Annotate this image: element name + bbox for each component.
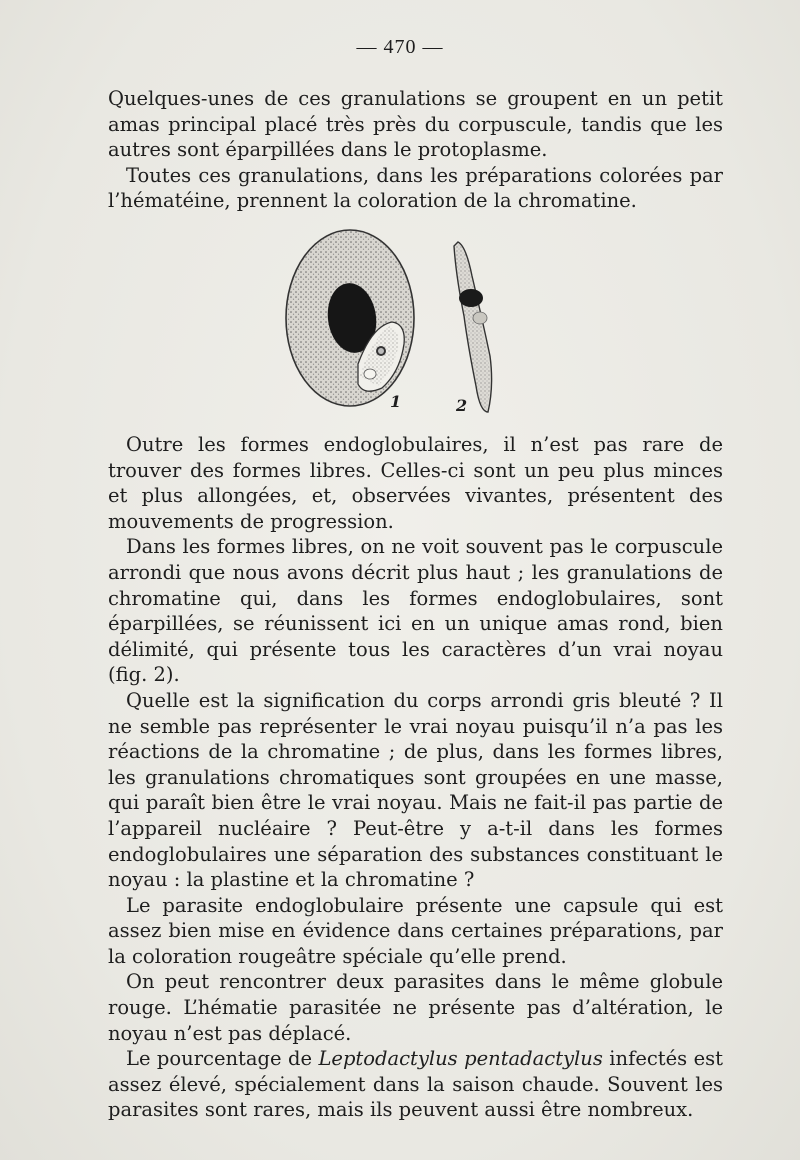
paragraph-6-text: Le parasite endoglobulaire présente une capsule qui est assez bien mise en évidence dans certaines préparations, par la coloration rougeâtre spéciale qu’elle prend.: [108, 893, 723, 968]
paragraph-1: [108, 86, 723, 163]
figure-label-1: 1: [390, 392, 402, 411]
species-name: Leptodactylus pentadactylus: [318, 1047, 603, 1071]
paragraph-5: [108, 688, 723, 893]
paragraph-2-text: Toutes ces granulations, dans les préparations colorées par l’hématéine, prennent la coloration de la chromatine.: [108, 163, 723, 213]
paragraph-3-text: Outre les formes endoglobulaires, il n’est pas rare de trouver des formes libres. Celles-ci sont un peu plus minces et plus allongées, et, observées vivantes, présentent des mouvements de progression.: [108, 433, 723, 533]
paragraph-4: [108, 534, 723, 688]
paragraph-7: [108, 969, 723, 1046]
paragraph-8: [108, 1046, 723, 1123]
paragraph-5-text: Quelle est la signification du corps arrondi gris bleuté ? Il ne semble pas représenter le vrai noyau puisqu’il n’a pas les réactions de la chromatine ; de plus, dans les formes libres, les granulations chromatiques sont groupées en une masse, qui paraît bien être le vrai noyau. Mais ne fait-il pas partie de l’appareil nucléaire ? Peut-être y a-t-il dans les formes endoglobulaires une séparation des substances constituant le noyau : la plastine et la chromatine ?: [108, 688, 723, 892]
text-block-bottom: [108, 432, 723, 1123]
figure-2-free-form: [454, 242, 492, 412]
page-number: — 470 —: [356, 36, 444, 58]
paragraph-3: [108, 432, 723, 534]
paragraph-2: [108, 163, 723, 214]
paragraph-8-text-end: infectés est assez élevé, spécialement dans la saison chaude. Souvent les parasites sont rares, mais ils peuvent aussi être nombreux.: [108, 1047, 723, 1122]
paragraph-7-text: On peut rencontrer deux parasites dans le même globule rouge. L’hématie parasitée ne présente pas d’altération, le noyau n’est pas déplacé.: [108, 970, 723, 1045]
paragraph-4-text: Dans les formes libres, on ne voit souvent pas le corpuscule arrondi que nous avons décrit plus haut ; les granulations de chromatine qui, dans les formes endoglobulaires, sont éparpillées, se réunissent ici en un unique amas rond, bien délimité, qui présente tous les caractères d’un vrai noyau (fig. 2).: [108, 535, 723, 687]
paragraph-8-text-start: Le pourcentage de: [126, 1047, 319, 1071]
figure-2-nucleus: [459, 289, 483, 307]
figure: [280, 226, 510, 416]
figure-label-2: 2: [456, 396, 468, 415]
paragraph-6: [108, 893, 723, 970]
figure-1-cell: [286, 230, 414, 406]
text-block-top: [108, 86, 723, 214]
figure-illustration: [280, 226, 510, 416]
paragraph-1-text: Quelques-unes de ces granulations se groupent en un petit amas principal placé très près du corpuscule, tandis que les autres sont éparpillées dans le protoplasme.: [108, 87, 723, 162]
